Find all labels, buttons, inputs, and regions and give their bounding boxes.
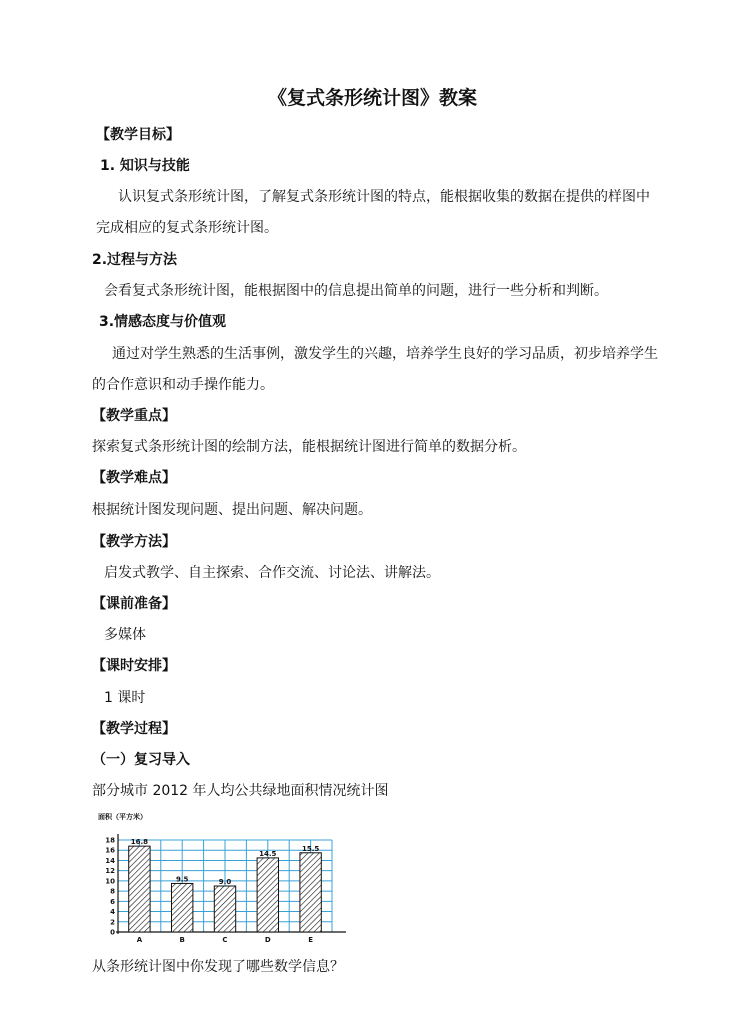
chart-bar xyxy=(172,883,193,932)
heading-teaching-methods: 【教学方法】 xyxy=(92,534,176,550)
heading-class-hours: 【课时安排】 xyxy=(92,658,176,674)
chart-y-tick-label: 0 xyxy=(110,928,115,937)
chart-data-label: 9.5 xyxy=(175,875,189,884)
paragraph-difficulties: 根据统计图发现问题、提出问题、解决问题。 xyxy=(92,502,372,518)
paragraph-goal3-line1: 通过对学生熟悉的生活事例，激发学生的兴趣，培养学生良好的学习品质，初步培养学生 xyxy=(112,346,658,362)
paragraph-class-hours: 1 课时 xyxy=(104,690,146,706)
subheading-knowledge-skills: 1. 知识与技能 xyxy=(100,158,190,174)
chart-bar xyxy=(257,858,278,932)
chart-y-tick-label: 8 xyxy=(110,887,115,896)
question-text: 从条形统计图中你发现了哪些数学信息？ xyxy=(92,959,344,975)
chart-bar xyxy=(129,846,150,932)
chart-data-label: 9.0 xyxy=(218,878,232,886)
bar-chart-svg xyxy=(96,810,356,945)
subheading-review-intro: （一）复习导入 xyxy=(92,752,190,768)
heading-key-points: 【教学重点】 xyxy=(92,408,176,424)
subheading-process-method: 2.过程与方法 xyxy=(92,252,178,268)
paragraph-preparation: 多媒体 xyxy=(104,627,146,643)
chart-caption: 部分城市 2012 年人均公共绿地面积情况统计图 xyxy=(92,783,389,799)
chart-data-label: 16.8 xyxy=(130,838,149,847)
heading-teaching-goals: 【教学目标】 xyxy=(96,127,180,143)
chart-y-tick-label: 16 xyxy=(105,846,115,855)
heading-preparation: 【课前准备】 xyxy=(92,596,176,612)
chart-y-tick-label: 18 xyxy=(105,836,115,845)
paragraph-goal2: 会看复式条形统计图，能根据图中的信息提出简单的问题，进行一些分析和判断。 xyxy=(104,283,608,299)
chart-x-tick-label: E xyxy=(308,936,313,944)
chart-x-tick-label: B xyxy=(179,936,185,944)
chart-y-tick-label: 14 xyxy=(105,856,115,865)
page-title: 《复式条形统计图》教案 xyxy=(267,87,477,109)
chart-bar xyxy=(214,886,235,932)
paragraph-goal3-line2: 的合作意识和动手操作能力。 xyxy=(92,377,274,393)
chart-x-tick-label: A xyxy=(136,936,143,944)
chart-data-label: 15.5 xyxy=(301,844,320,853)
heading-difficulties: 【教学难点】 xyxy=(92,470,176,486)
chart-y-tick-label: 10 xyxy=(105,877,115,886)
paragraph-key-points: 探索复式条形统计图的绘制方法，能根据统计图进行简单的数据分析。 xyxy=(92,439,526,455)
paragraph-teaching-methods: 启发式教学、自主探索、合作交流、讨论法、讲解法。 xyxy=(104,565,440,581)
paragraph-goal1-line2: 完成相应的复式条形统计图。 xyxy=(96,220,278,236)
chart-y-tick-label: 12 xyxy=(105,867,115,876)
bar-chart xyxy=(96,810,356,945)
subheading-emotion-values: 3.情感态度与价值观 xyxy=(99,314,227,330)
heading-teaching-process: 【教学过程】 xyxy=(92,721,176,737)
chart-y-tick-label: 2 xyxy=(110,918,115,927)
chart-x-tick-label: D xyxy=(264,936,271,944)
chart-y-axis-label: 面积（平方米） xyxy=(98,813,147,821)
chart-y-tick-label: 4 xyxy=(110,908,115,917)
chart-x-tick-label: C xyxy=(222,936,228,944)
chart-bar xyxy=(300,853,321,932)
paragraph-goal1-line1: 认识复式条形统计图，了解复式条形统计图的特点，能根据收集的数据在提供的样图中 xyxy=(118,189,650,205)
chart-data-label: 14.5 xyxy=(259,849,277,858)
chart-y-tick-label: 6 xyxy=(110,897,115,906)
